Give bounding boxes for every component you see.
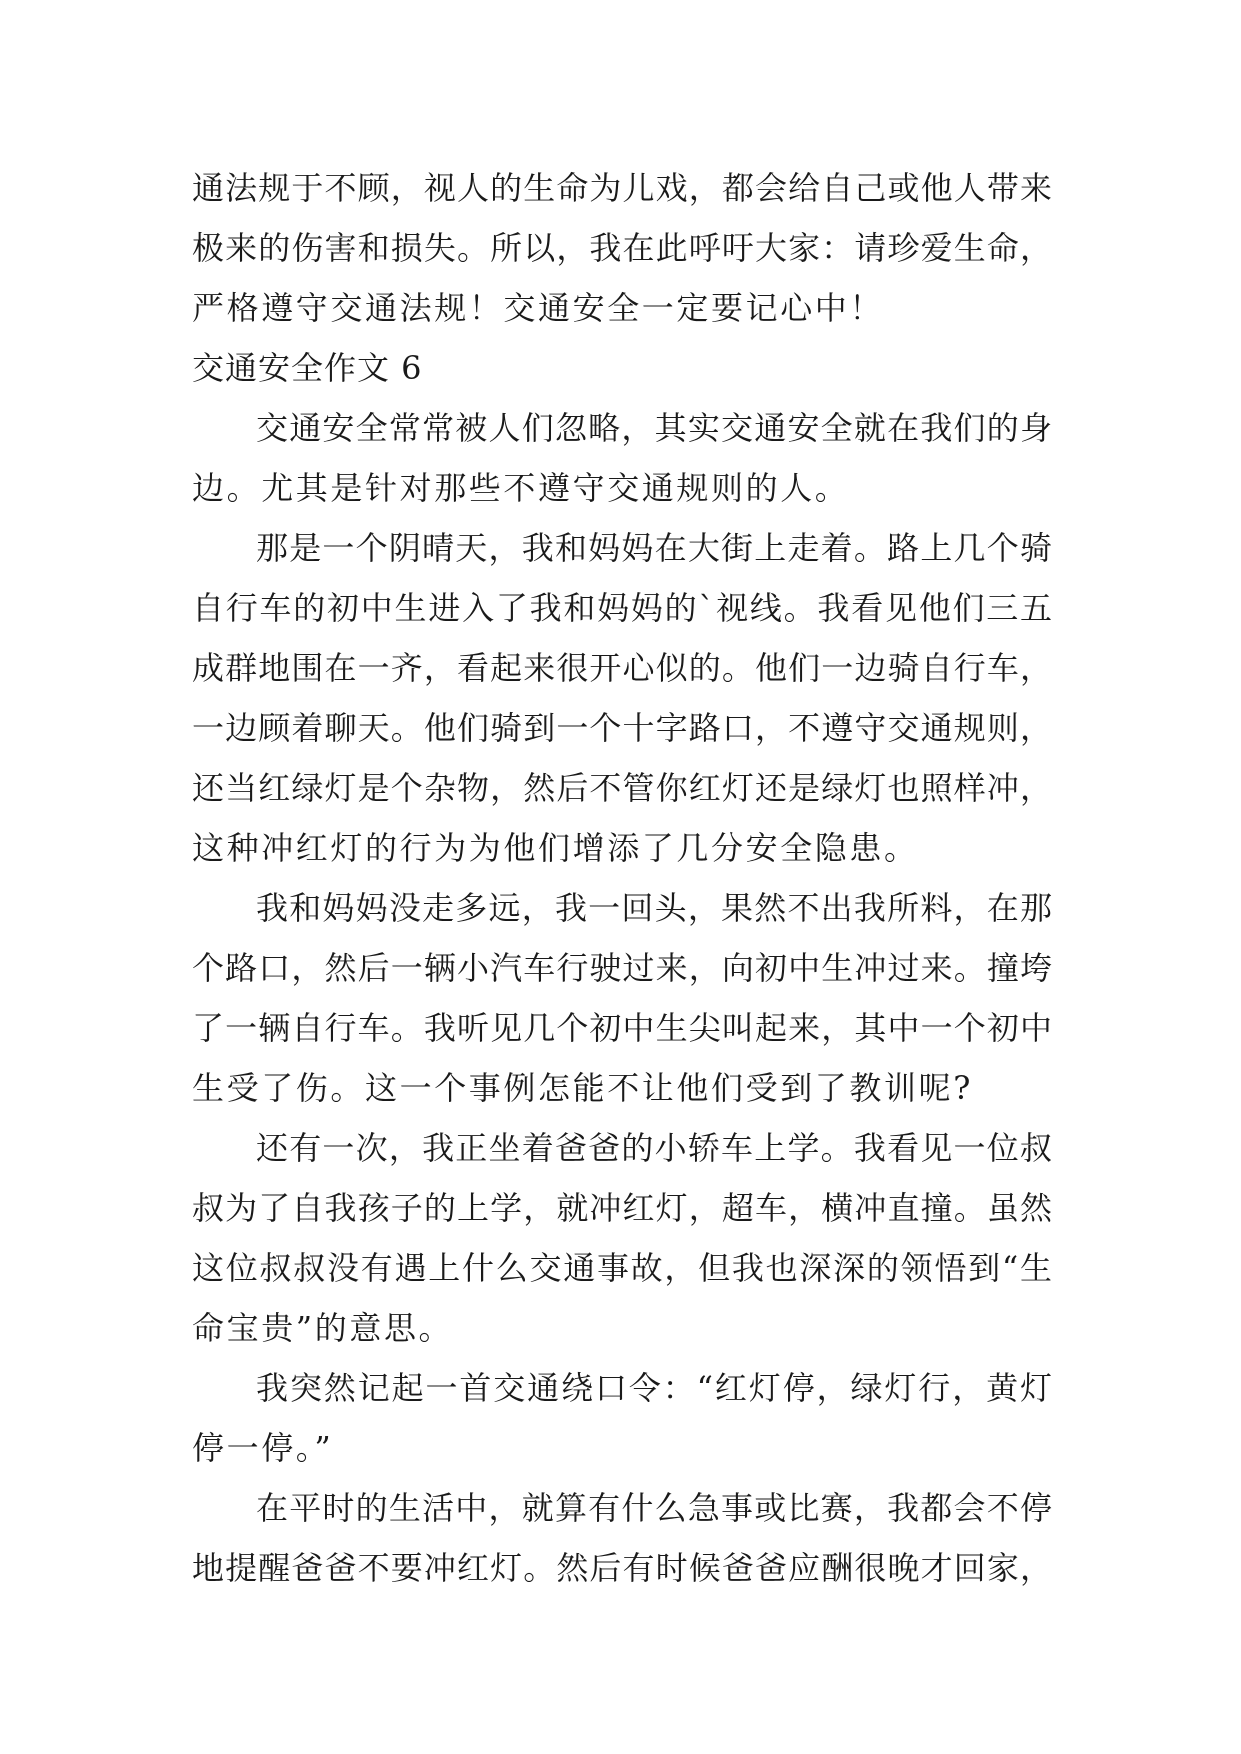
text-line: 在平时的生活中，就算有什么急事或比赛，我都会不停 [256,1489,1052,1527]
text-line: 我突然记起一首交通绕口令：“红灯停，绿灯行，黄灯 [256,1369,1052,1407]
intro-paragraph [192,158,1052,338]
text-line: 那是一个阴晴天，我和妈妈在大街上走着。路上几个骑 [256,529,1052,567]
text-line: 我和妈妈没走多远，我一回头，果然不出我所料，在那 [256,889,1052,927]
text-line: 交通安全常常被人们忽略，其实交通安全就在我们的身 [256,409,1052,447]
text-line: 了一辆自行车。我听见几个初中生尖叫起来，其中一个初中 [192,1009,1052,1047]
text-line: 这种冲红灯的行为为他们增添了几分安全隐患。 [192,829,919,867]
text-line: 地提醒爸爸不要冲红灯。然后有时候爸爸应酬很晚才回家， [192,1549,1052,1587]
text-line: 生受了伤。这一个事例怎能不让他们受到了教训呢? [192,1069,973,1107]
text-line: 这位叔叔没有遇上什么交通事故，但我也深深的领悟到“生 [192,1249,1052,1287]
text-line: 成群地围在一齐，看起来很开心似的。他们一边骑自行车， [192,649,1052,687]
text-line: 个路口，然后一辆小汽车行驶过来，向初中生冲过来。撞垮 [192,949,1052,987]
text-line: 边。尤其是针对那些不遵守交通规则的人。 [192,469,850,507]
paragraph-4 [192,1118,1052,1358]
paragraph-6 [192,1478,1052,1598]
paragraph-3 [192,878,1052,1118]
document-page [192,158,1052,1598]
text-line: 严格遵守交通法规！交通安全一定要记心中！ [192,289,885,327]
paragraph-5 [192,1358,1052,1478]
text-line: 还有一次，我正坐着爸爸的小轿车上学。我看见一位叔 [256,1129,1052,1167]
text-line: 一边顾着聊天。他们骑到一个十字路口，不遵守交通规则， [192,709,1052,747]
paragraph-1 [192,398,1052,518]
text-line: 停一停。” [192,1429,334,1467]
text-line: 命宝贵”的意思。 [192,1309,454,1347]
text-line: 自行车的初中生进入了我和妈妈的`视线。我看见他们三五 [192,589,1052,627]
text-line: 叔为了自我孩子的上学，就冲红灯，超车，横冲直撞。虽然 [192,1189,1052,1227]
text-line: 通法规于不顾，视人的生命为儿戏，都会给自己或他人带来 [192,169,1052,207]
text-line: 还当红绿灯是个杂物，然后不管你红灯还是绿灯也照样冲， [192,769,1052,807]
text-line: 极来的伤害和损失。所以，我在此呼吁大家：请珍爱生命， [192,229,1052,267]
paragraph-2 [192,518,1052,878]
essay-heading: 交通安全作文 6 [192,349,423,387]
